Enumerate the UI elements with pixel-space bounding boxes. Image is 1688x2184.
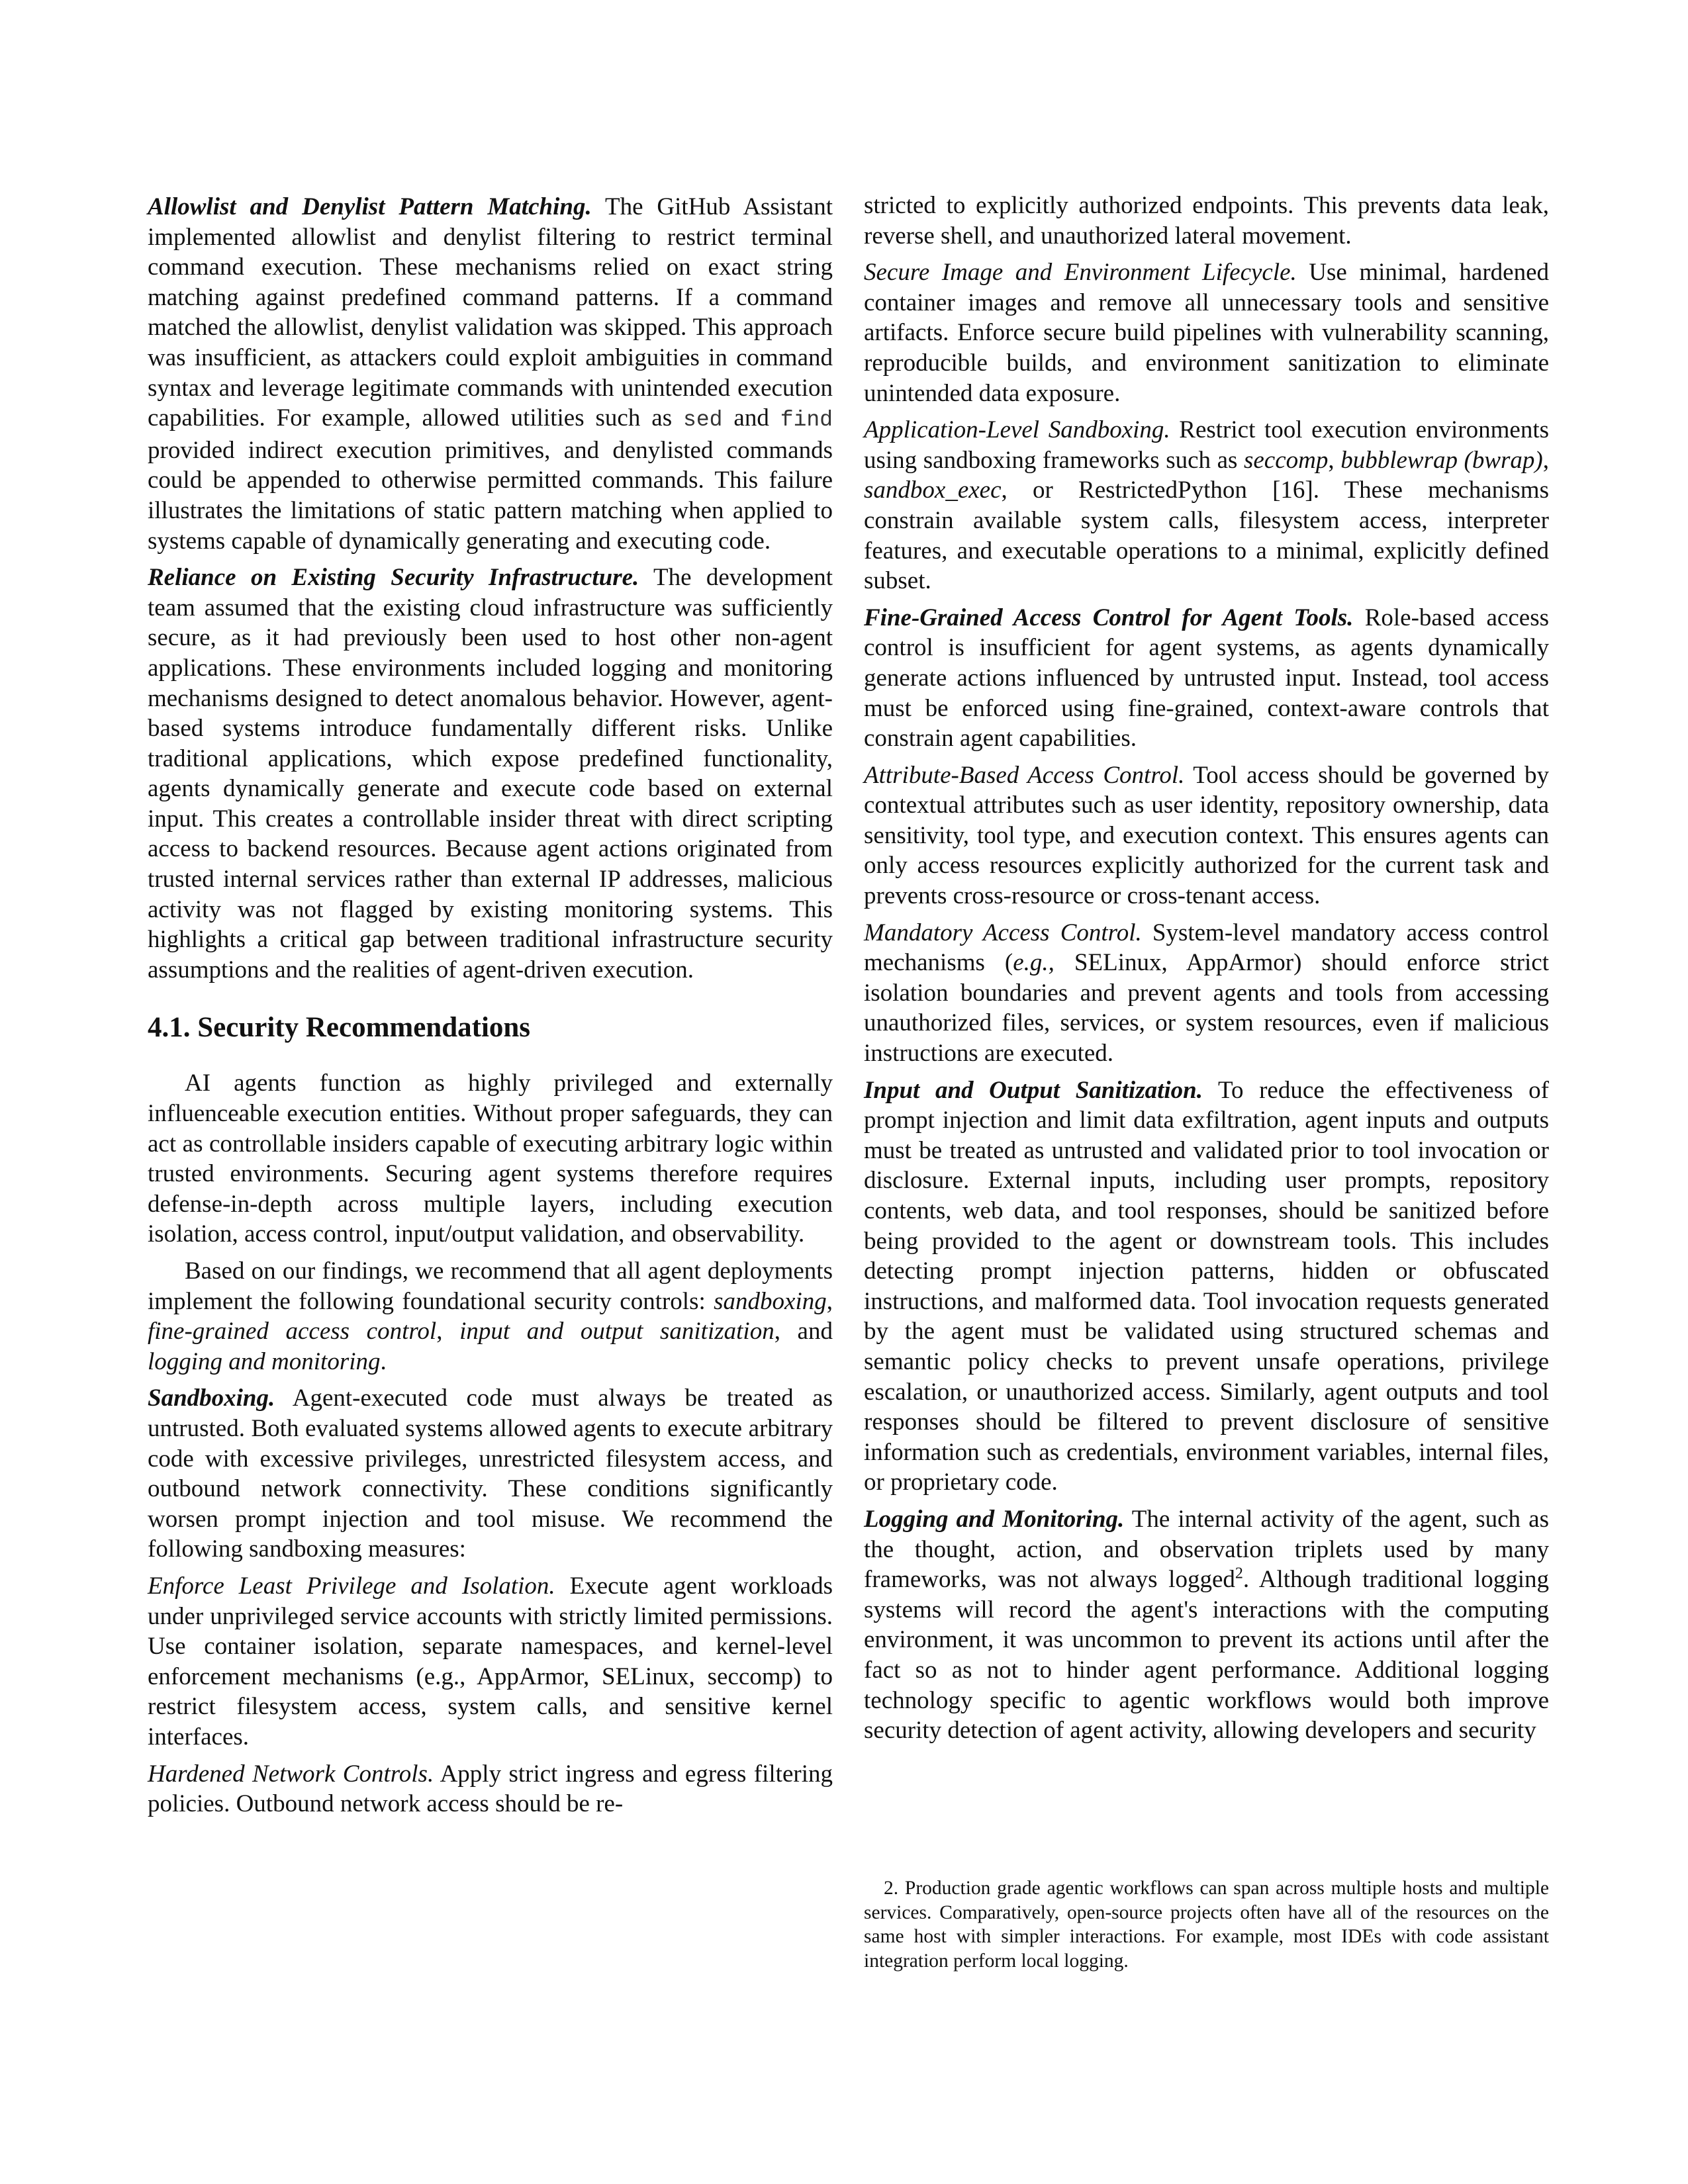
paragraph-heading: Enforce Least Privilege and Isolation. [148,1572,555,1600]
paragraph-access-control: Fine-Grained Access Control for Agent Tools. Role-based access control is insufficient for agent systems, as agents dynamically generate actions influenced by untrusted input. Instead, tool access must be enforced using fine-grained, context-aware controls that constrain agent capabilities. [864,604,1549,752]
paragraph-heading: Reliance on Existing Security Infrastructure. [148,564,639,592]
right-column [864,191,1549,1752]
paragraph-heading: Attribute-Based Access Control. [864,761,1185,789]
paragraph-heading: Sandboxing. [148,1385,275,1412]
left-column [148,192,833,1826]
paragraph-heading: Secure Image and Environment Lifecycle. [864,259,1297,287]
paragraph-image-lifecycle: Secure Image and Environment Lifecycle. Use minimal, hardened container images and remove all unnecessary tools and sensitive artifacts. Enforce secure build pipelines with vulnerability scanning, reproducible builds, and environment sanitization to eliminate unintended data exposure. [864,259,1549,407]
paragraph-network: Hardened Network Controls. Apply strict ingress and egress filtering policies. Outbound network access should be re- [148,1760,833,1818]
paragraph-logging: Logging and Monitoring. The internal activity of the agent, such as the thought, action, and observation triplets used by many frameworks, was not always logged$^2$. Although traditional logging systems will record the agent's interactions with the computing environment, it was uncommon to prevent its actions until after the fact so as not to hinder agent performance. Additional logging technology specific to agentic workflows would both improve security detection of agent activity, allowing developers and security [864,1505,1549,1745]
paragraph-recommend: Based on our findings, we recommend that all agent deployments implement the following foundational security controls: sandboxing, fine-grained access control, input and output sanitization, and logging and monitoring. [148,1257,833,1375]
paragraph-heading: Allowlist and Denylist Pattern Matching. [148,193,592,220]
footnote-marker: 2 [1235,1565,1243,1582]
paragraph-app-sandboxing: Application-Level Sandboxing. Restrict tool execution environments using sandboxing frameworks such as seccomp, bubblewrap (bwrap), sandbox_exec, or RestrictedPython [16]. These mechanisms constrain available system calls, filesystem access, interpreter features, and executable operations to a minimal, explicitly defined subset. [864,416,1550,595]
paragraph-sandboxing: Sandboxing. Agent-executed code must always be treated as untrusted. Both evaluated systems allowed agents to execute arbitrary code with excessive privileges, unrestricted filesystem access, and outbound network connectivity. These conditions significantly worsen prompt injection and tool misuse. We recommend the following sandboxing measures: [148,1385,833,1563]
paragraph-mac: Mandatory Access Control. System-level mandatory access control mechanisms (e.g., SELinux, AppArmor) should enforce strict isolation boundaries and prevent agents and tools from accessing unauthorized files, services, or system resources, even if malicious instructions are executed. [864,919,1550,1068]
paragraph-heading: Mandatory Access Control. [864,919,1142,946]
paragraph-heading: Application-Level Sandboxing. [864,416,1170,444]
paragraph-heading: Fine-Grained Access Control for Agent Tools. [864,604,1354,631]
paragraph-heading: Logging and Monitoring. [864,1505,1125,1533]
paragraph-intro: AI agents function as highly privileged and externally influenceable execution entities. Without proper safeguards, they can act as controllable insiders capable of executing arbitrary logic within trusted environments. Securing agent systems therefore requires defense-in-depth across multiple layers, including execution isolation, access control, input/output validation, and observability. [148,1069,833,1248]
paragraph-allowlist: Allowlist and Denylist Pattern Matching. The GitHub Assistant implemented allowlist and denylist filtering to restrict terminal command execution. These mechanisms relied on exact string matching against predefined command patterns. If a command matched the allowlist, denylist validation was skipped. This approach was insufficient, as attackers could exploit ambiguities in command syntax and leverage legitimate commands with unintended execution capabilities. For example, allowed utilities such as sed and find provided indirect execution primitives, and denylisted commands could be appended to otherwise permitted commands. This failure illustrates the limitations of static pattern matching when applied to systems capable of dynamically generating and executing code. [148,193,833,555]
paragraph-least-privilege: Enforce Least Privilege and Isolation. Execute agent workloads under unprivileged service accounts with strictly limited permissions. Use container isolation, separate namespaces, and kernel-level enforcement mechanisms (e.g., AppArmor, SELinux, seccomp) to restrict filesystem access, system calls, and sensitive kernel interfaces. [148,1572,833,1751]
inline-code: find [780,408,833,433]
paragraph-reliance: Reliance on Existing Security Infrastructure. The development team assumed that the existing cloud infrastructure was sufficiently secure, as it had previously been used to host other non-agent applications. These environments included logging and monitoring mechanisms designed to detect anomalous behavior. However, agent-based systems introduce fundamentally different risks. Unlike traditional applications, which expose predefined functionality, agents dynamically generate and execute code based on external input. This creates a controllable insider threat with direct scripting access to backend resources. Because agent actions originated from trusted internal services rather than external IP addresses, malicious activity was not flagged by existing monitoring systems. This highlights a critical gap between traditional infrastructure security assumptions and the realities of agent-driven execution. [148,564,833,983]
paragraph-sanitization: Input and Output Sanitization. To reduce the effectiveness of prompt injection and limit data exfiltration, agent inputs and outputs must be treated as untrusted and validated prior to tool invocation or disclosure. External inputs, including user prompts, repository contents, web data, and tool responses, should be sanitized before being provided to the agent or downstream tools. This includes detecting prompt injection patterns, hidden or obfuscated instructions, and malformed data. Tool invocation requests generated by the agent must be validated using structured schemas and semantic policy checks to prevent unsafe operations, privilege escalation, or unauthorized access. Similarly, agent outputs and tool responses should be filtered to prevent disclosure of sensitive information such as credentials, environment variables, internal files, or proprietary code. [864,1076,1549,1496]
inline-code: sed [683,408,723,433]
paragraph-abac: Attribute-Based Access Control. Tool access should be governed by contextual attributes such as user identity, repository ownership, data sensitivity, tool type, and execution context. This ensures agents can only access resources explicitly authorized for the current task and prevents cross-resource or cross-tenant access. [864,761,1549,910]
footnote [864,1876,1549,1973]
footnote-text: 2. Production grade agentic workflows can span across multiple hosts and multiple services. Comparatively, open-source projects often have all of the resources on the same host with simpler interactions. For example, most IDEs with code assistant integration perform local logging. [864,1878,1549,1972]
section-heading: 4.1. Security Recommendations [148,1012,531,1044]
paragraph-heading: Input and Output Sanitization. [864,1076,1203,1104]
paragraph-heading: Hardened Network Controls. [148,1760,434,1788]
paragraph-network-cont: stricted to explicitly authorized endpoints. This prevents data leak, reverse shell, and unauthorized lateral movement. [864,192,1549,250]
